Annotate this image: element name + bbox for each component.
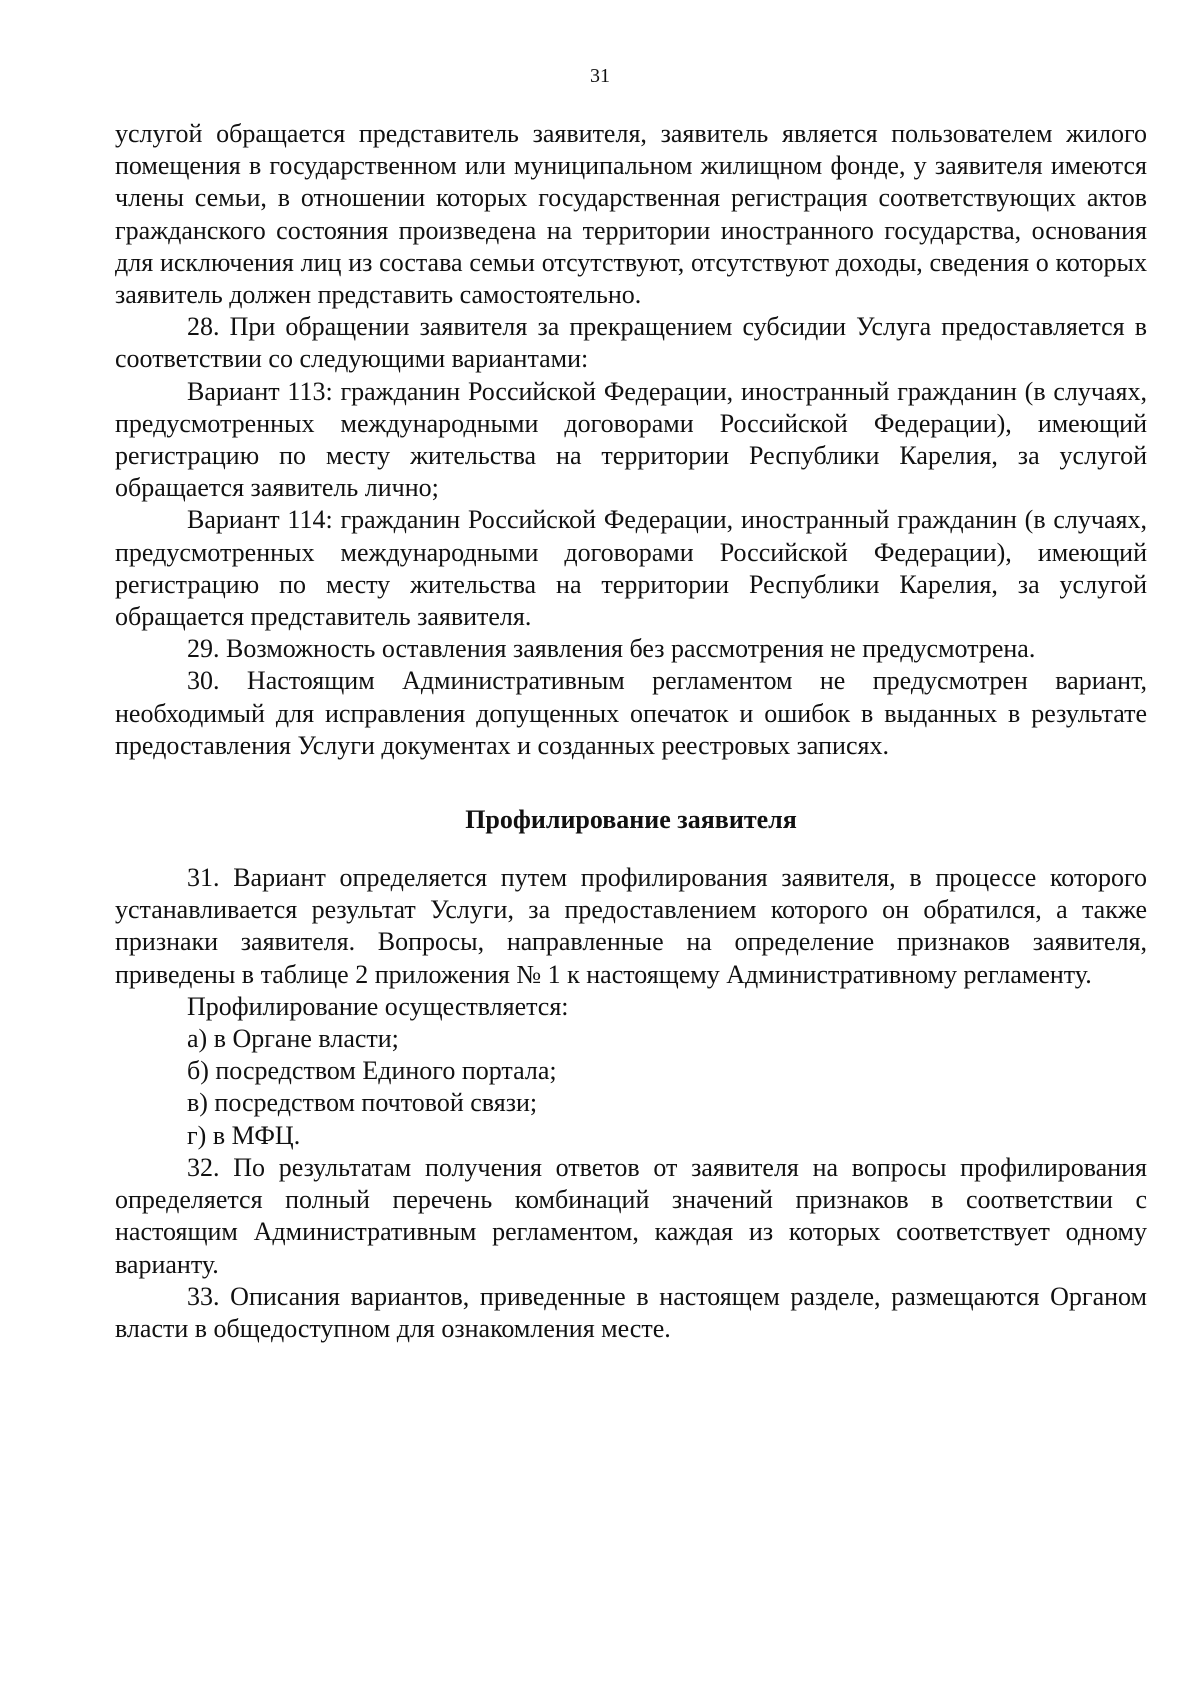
list-item-v: в) посредством почтовой связи; <box>187 1088 538 1118</box>
paragraph-33: 33. Описания вариантов, приведенные в настоящем разделе, размещаются Органом власти в общедоступном для ознакомления месте. <box>115 1281 1147 1343</box>
list-item-b: б) посредством Единого портала; <box>187 1056 557 1086</box>
paragraph-32: 32. По результатам получения ответов от заявителя на вопросы профилирования определяется полный перечень комбинаций значений признаков в соответствии с настоящим Административным регламентом, каждая из которых соответствует одному варианту. <box>115 1152 1147 1279</box>
paragraph-28: 28. При обращении заявителя за прекращением субсидии Услуга предоставляется в соответствии со следующими вариантами: <box>115 312 1147 374</box>
paragraph-variant-114: Вариант 114: гражданин Российской Федерации, иностранный гражданин (в случаях, предусмотренных международными договорами Российской Федерации), имеющий регистрацию по месту жительства на территории Республики Карелия, за услугой обращается представитель заявителя. <box>115 505 1147 632</box>
list-item-g: г) в МФЦ. <box>187 1120 301 1150</box>
paragraph-30: 30. Настоящим Административным регламентом не предусмотрен вариант, необходимый для исправления допущенных опечаток и ошибок в выданных в результате предоставления Услуги документах и созданных реестровых записях. <box>115 666 1147 760</box>
paragraph-29: 29. Возможность оставления заявления без рассмотрения не предусмотрена. <box>187 634 1036 664</box>
section-heading: Профилирование заявителя <box>465 805 797 835</box>
paragraph-continuation: услугой обращается представитель заявителя, заявитель является пользователем жилого помещения в государственном или муниципальном жилищном фонде, у заявителя имеются члены семьи, в отношении которых государственная регистрация соответствующих актов гражданского состояния произведена на территории иностранного государства, основания для исключения лиц из состава семьи отсутствуют, отсутствуют доходы, сведения о которых заявитель должен представить самостоятельно. <box>115 119 1147 310</box>
page-number: 31 <box>590 65 610 87</box>
document-body <box>115 118 1147 1345</box>
list-item-a: а) в Органе власти; <box>187 1024 399 1054</box>
paragraph-profiling-intro: Профилирование осуществляется: <box>187 991 569 1021</box>
paragraph-variant-113: Вариант 113: гражданин Российской Федерации, иностранный гражданин (в случаях, предусмотренных международными договорами Российской Федерации), имеющий регистрацию по месту жительства на территории Республики Карелия, за услугой обращается заявитель лично; <box>115 376 1147 503</box>
paragraph-31: 31. Вариант определяется путем профилирования заявителя, в процессе которого устанавливается результат Услуги, за предоставлением которого он обратился, а также признаки заявителя. Вопросы, направленные на определение признаков заявителя, приведены в таблице 2 приложения № 1 к настоящему Административному регламенту. <box>115 863 1147 989</box>
